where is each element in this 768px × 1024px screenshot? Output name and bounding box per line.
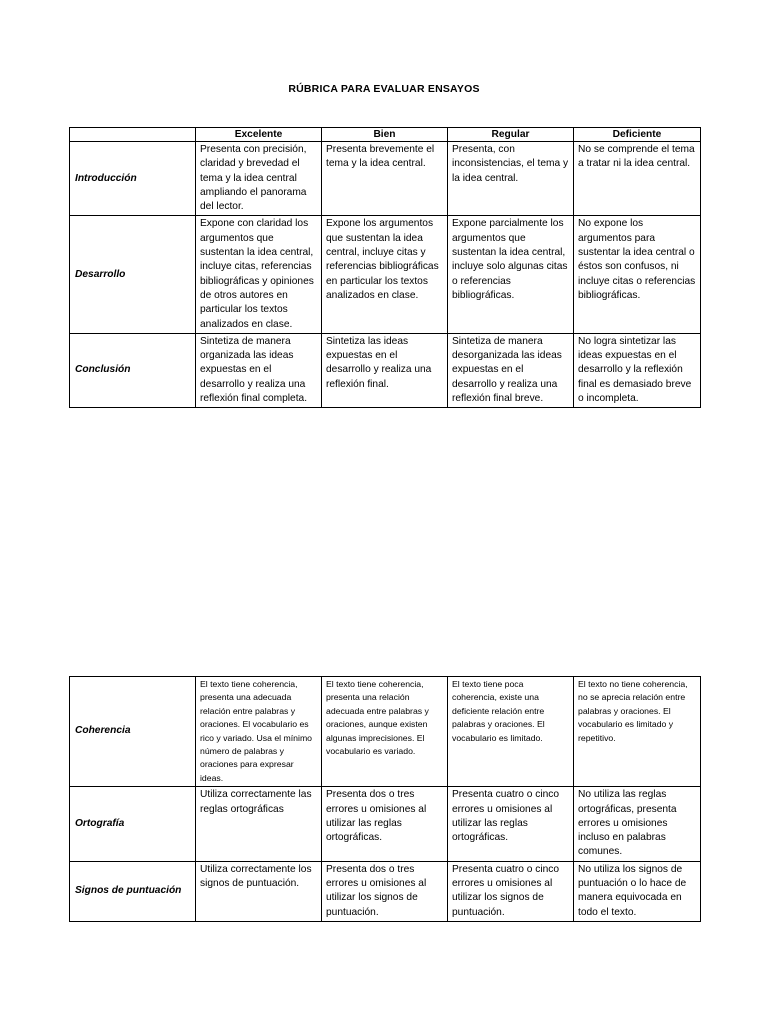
cell-coherencia-deficiente: El texto no tiene coherencia, no se aprecia relación entre palabras y oraciones. El vocabulario es limitado y repetitivo.	[574, 677, 701, 787]
cell-conclusion-excelente: Sintetiza de manera organizada las ideas expuestas en el desarrollo y realiza una reflexión final completa.	[196, 333, 322, 407]
header-deficiente: Deficiente	[574, 128, 701, 142]
cell-ortografia-regular: Presenta cuatro o cinco errores u omisiones al utilizar las reglas ortográficas.	[448, 787, 574, 861]
row-desarrollo	[70, 216, 701, 333]
cell-signos-bien: Presenta dos o tres errores u omisiones al utilizar los signos de puntuación.	[322, 861, 448, 921]
cell-introduccion-regular: Presenta, con inconsistencias, el tema y la idea central.	[448, 142, 574, 216]
header-row	[70, 128, 701, 142]
cell-introduccion-excelente: Presenta con precisión, claridad y brevedad el tema y la idea central ampliando el panorama del lector.	[196, 142, 322, 216]
row-conclusion	[70, 333, 701, 407]
cell-desarrollo-bien: Expone los argumentos que sustentan la idea central, incluye citas y referencias bibliográficas en particular los textos analizados en clase.	[322, 216, 448, 333]
cell-conclusion-deficiente: No logra sintetizar las ideas expuestas en el desarrollo y la reflexión final es demasiado breve o incompleta.	[574, 333, 701, 407]
criterion-introduccion: Introducción	[70, 142, 196, 216]
header-bien: Bien	[322, 128, 448, 142]
header-empty	[70, 128, 196, 142]
cell-coherencia-bien: El texto tiene coherencia, presenta una relación adecuada entre palabras y oraciones, aunque existen algunas imprecisiones. El vocabulario es variado.	[322, 677, 448, 787]
cell-introduccion-bien: Presenta brevemente el tema y la idea central.	[322, 142, 448, 216]
rubric-table-form	[69, 676, 701, 922]
criterion-coherencia: Coherencia	[70, 677, 196, 787]
cell-desarrollo-regular: Expone parcialmente los argumentos que sustentan la idea central, incluye solo algunas citas o referencias bibliográficas.	[448, 216, 574, 333]
criterion-conclusion: Conclusión	[70, 333, 196, 407]
cell-signos-excelente: Utiliza correctamente los signos de puntuación.	[196, 861, 322, 921]
cell-coherencia-excelente: El texto tiene coherencia, presenta una adecuada relación entre palabras y oraciones. El vocabulario es rico y variado. Usa el mínimo número de palabras y oraciones para expresar ideas.	[196, 677, 322, 787]
row-coherencia	[70, 677, 701, 787]
cell-introduccion-deficiente: No se comprende el tema a tratar ni la idea central.	[574, 142, 701, 216]
cell-signos-deficiente: No utiliza los signos de puntuación o lo hace de manera equivocada en todo el texto.	[574, 861, 701, 921]
cell-ortografia-bien: Presenta dos o tres errores u omisiones al utilizar las reglas ortográficas.	[322, 787, 448, 861]
page-title: RÚBRICA PARA EVALUAR ENSAYOS	[288, 83, 480, 95]
header-excelente: Excelente	[196, 128, 322, 142]
criterion-signos-puntuacion: Signos de puntuación	[70, 861, 196, 921]
row-signos-puntuacion	[70, 861, 701, 921]
cell-conclusion-bien: Sintetiza las ideas expuestas en el desarrollo y realiza una reflexión final.	[322, 333, 448, 407]
cell-ortografia-excelente: Utiliza correctamente las reglas ortográficas	[196, 787, 322, 861]
row-introduccion	[70, 142, 701, 216]
cell-signos-regular: Presenta cuatro o cinco errores u omisiones al utilizar los signos de puntuación.	[448, 861, 574, 921]
cell-ortografia-deficiente: No utiliza las reglas ortográficas, presenta errores u omisiones incluso en palabras comunes.	[574, 787, 701, 861]
row-ortografia	[70, 787, 701, 861]
cell-coherencia-regular: El texto tiene poca coherencia, existe una deficiente relación entre palabras y oraciones. El vocabulario es limitado.	[448, 677, 574, 787]
criterion-desarrollo: Desarrollo	[70, 216, 196, 333]
cell-desarrollo-deficiente: No expone los argumentos para sustentar la idea central o éstos son confusos, ni incluye citas o referencias bibliográficas.	[574, 216, 701, 333]
criterion-ortografia: Ortografía	[70, 787, 196, 861]
rubric-table-main	[69, 127, 701, 408]
cell-desarrollo-excelente: Expone con claridad los argumentos que sustentan la idea central, incluye citas, referencias bibliográficas y opiniones de otros autores en particular los textos analizados en clase.	[196, 216, 322, 333]
cell-conclusion-regular: Sintetiza de manera desorganizada las ideas expuestas en el desarrollo y realiza una reflexión final breve.	[448, 333, 574, 407]
header-regular: Regular	[448, 128, 574, 142]
